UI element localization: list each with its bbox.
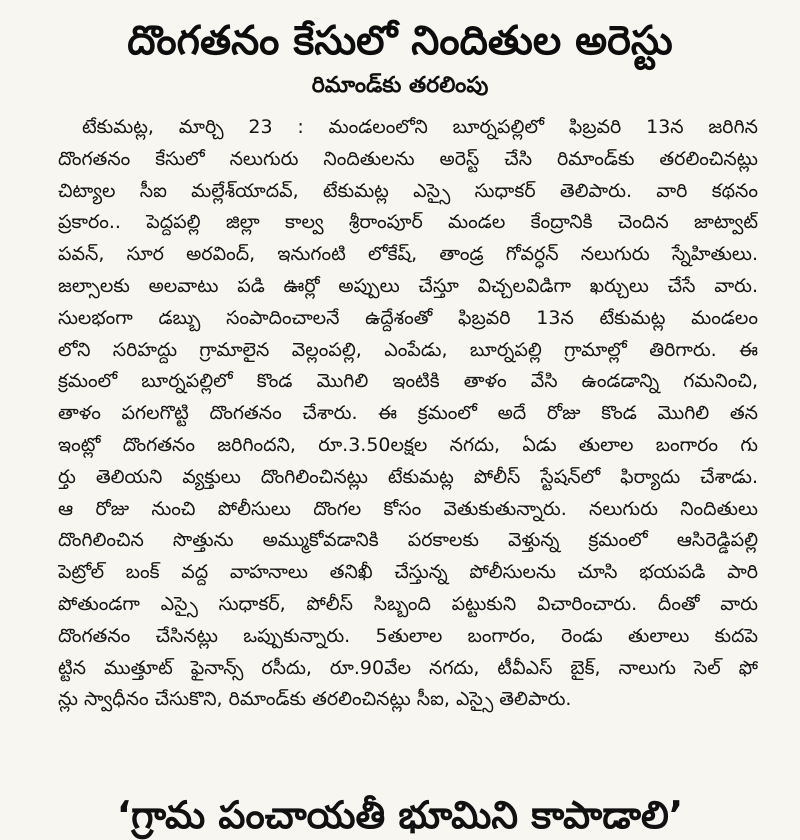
body-line: దొంగతనం కేసులో నలుగురు నిందితులను అరెస్ట్ చేసి రిమాండ్‌కు తరలించినట్లు (58, 147, 758, 170)
body-line: పెట్రోల్ బంక్ వద్ద వాహనాలు తనిఖీ చేస్తున్న పోలీసులను చూసి భయపడి పారి (58, 561, 758, 584)
body-line: జల్సాలకు అలవాటు పడి ఊర్లో అప్పులు చేస్తూ విచ్చలవిడిగా ఖర్చులు చేసే వారు. (58, 274, 758, 297)
article-body (58, 112, 758, 716)
body-line: టేకుమట్ల, మార్చి 23 : మండలంలోని బూర్నపల్లిలో ఫిబ్రవరి 13న జరిగిన (82, 116, 758, 138)
body-line: ర్తు తెలియని వ్యక్తులు దొంగిలించినట్లు టేకుమట్ల పోలీస్ స్టేషన్‌లో ఫిర్యాదు చేశాడు. (58, 465, 758, 488)
body-line: లోని సరిహద్దు గ్రామాలైన వెల్లంపల్లి, ఎంపేడు, బూర్నపల్లి గ్రామాల్లో తిరిగారు. ఈ (58, 338, 758, 361)
body-line: ఇంట్లో దొంగతనం జరిగిందని, రూ.3.50లక్షల నగదు, ఏడు తులాల బంగారం గు (58, 433, 758, 456)
body-line: పవన్, సూర అరవింద్, ఇనుగంటి లోకేష్, తాండ్ర గోవర్ధన్ నలుగురు స్నేహితులు. (58, 243, 758, 266)
article-headline: దొంగతనం కేసులో నిందితుల అరెస్టు (127, 18, 673, 64)
body-line: చిట్యాల సీఐ మల్లేశ్‌యాదవ్, టేకుమట్ల ఎస్సై సుధాకర్ తెలిపారు. వారి కథనం (58, 179, 758, 202)
article-subheadline: రిమాండ్‌కు తరలింపు (311, 73, 489, 98)
body-line: న్లు స్వాధీనం చేసుకొని, రిమాండ్‌కు తరలించినట్లు సీఐ, ఎస్సై తెలిపారు. (58, 688, 572, 711)
body-line: క్రమంలో బూర్నపల్లిలో కొండ మొగిలి ఇంటికి తాళం వేసి ఉండడాన్ని గమనించి, (58, 370, 758, 393)
body-line: తాళం పగలగొట్టి దొంగతనం చేశారు. ఈ క్రమంలో అదే రోజు కొండ మొగిలి తన (58, 402, 758, 425)
body-line: దొంగతనం చేసినట్లు ఒప్పుకున్నారు. 5తులాల బంగారం, రెండు తులాలు కుదపె (58, 624, 758, 647)
body-line: సులభంగా డబ్బు సంపాదించాలనే ఉద్దేశంతో ఫిబ్రవరి 13న టేకుమట్ల మండలం (58, 306, 758, 329)
body-line: పోతుండగా ఎస్సై సుధాకర్, పోలీస్ సిబ్బంది పట్టుకుని విచారించారు. దీంతో వారు (58, 592, 758, 615)
next-article-headline: ‘గ్రామ పంచాయతీ భూమిని కాపాడాలి’ (116, 793, 684, 837)
previous-article-fragment (60, 0, 740, 6)
body-line: దొంగిలించిన సొత్తును అమ్ముకోవడానికి పరకాలకు వెళ్తున్న క్రమంలో ఆసిరెడ్డిపల్లి (58, 529, 758, 552)
body-line: ఆ రోజు నుంచి పోలీసులు దొంగల కోసం వెతుకుతున్నారు. నలుగురు నిందితులు (58, 497, 758, 520)
body-line: ప్రకారం.. పెద్దపల్లి జిల్లా కాల్వ శ్రీరాంపూర్ మండల కేంద్రానికి చెందిన జాట్వాట్ (58, 211, 758, 234)
body-line: ట్టిన ముత్తూట్ ఫైనాన్స్ రసీదు, రూ.90వేల నగదు, టీవీఎస్ బైక్, నాలుగు సెల్ ఫో (58, 656, 758, 679)
